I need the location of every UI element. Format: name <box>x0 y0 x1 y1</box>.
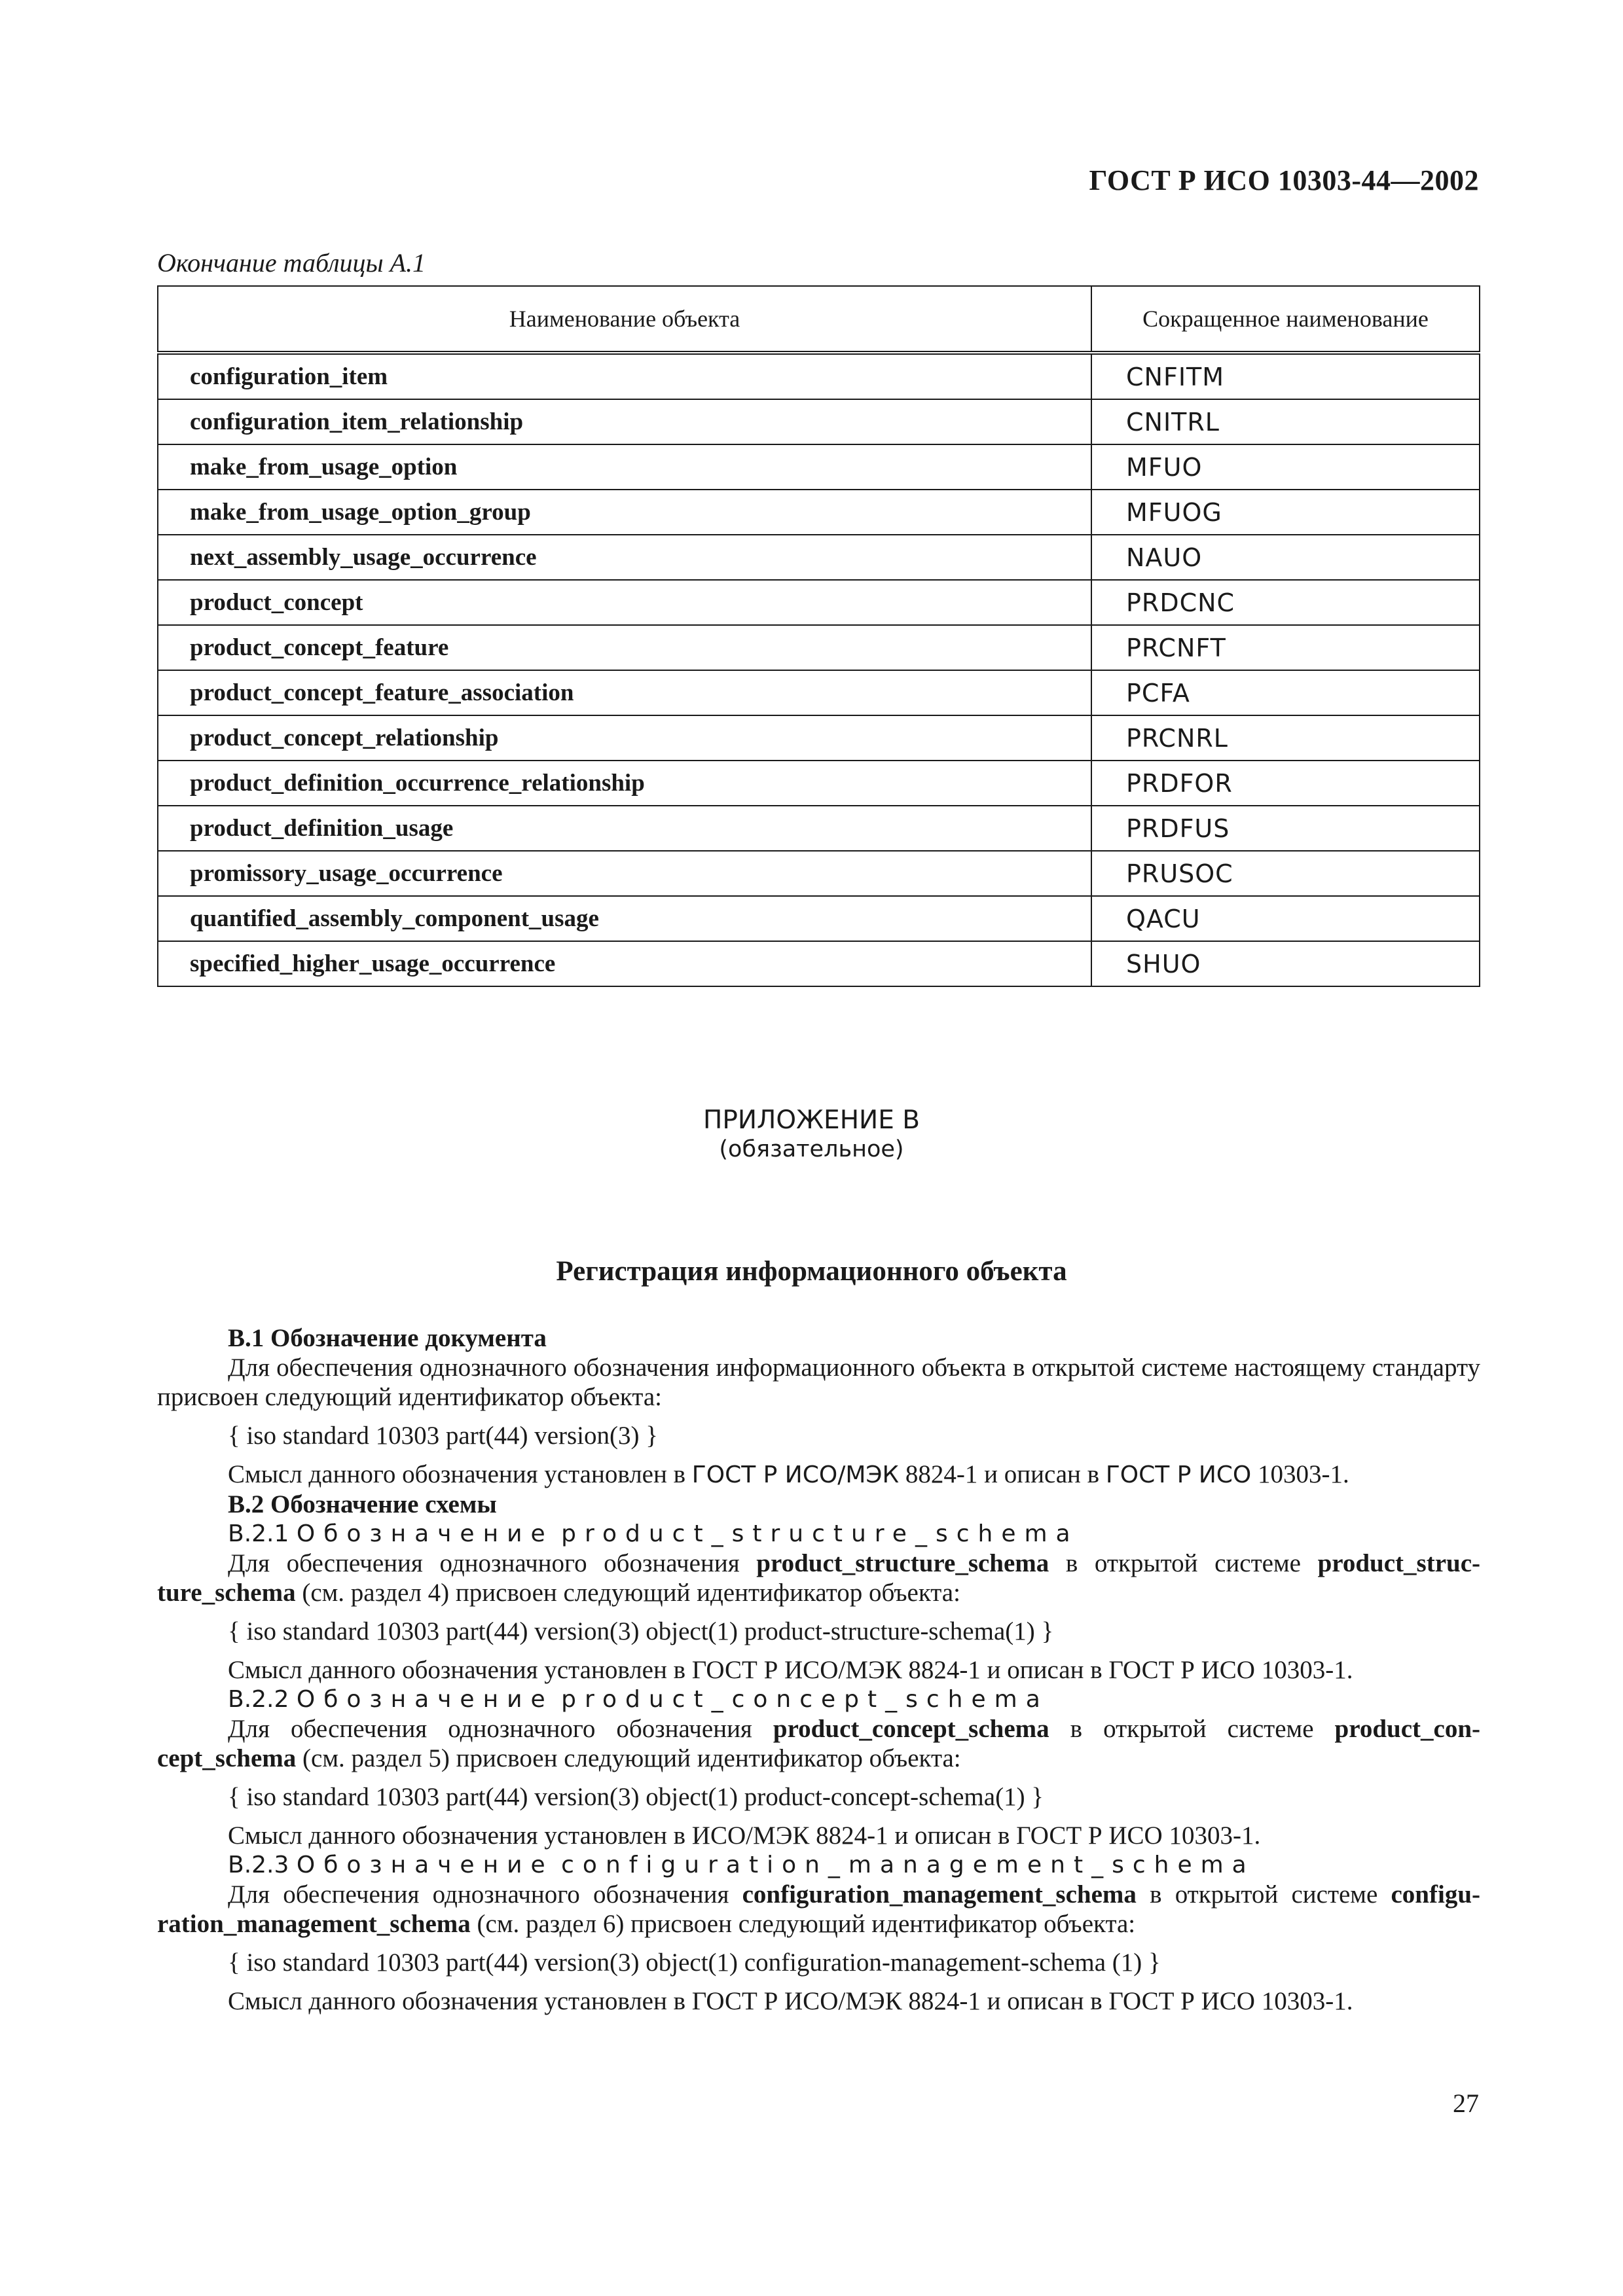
abbreviation-cell: QACU <box>1091 896 1480 941</box>
object-name-cell: specified_higher_usage_occurrence <box>158 941 1091 986</box>
table-row <box>158 490 1480 535</box>
section-b21-meaning: Смысл данного обозначения установлен в ГОСТ Р ИСО/МЭК 8824-1 и описан в ГОСТ Р ИСО 10303-1. <box>228 1656 1353 1684</box>
object-name-cell: product_concept_relationship <box>158 715 1091 761</box>
abbreviation-cell: PRUSOC <box>1091 851 1480 896</box>
object-name-cell: product_definition_occurrence_relationship <box>158 761 1091 806</box>
abbreviation-cell: SHUO <box>1091 941 1480 986</box>
section-b23-heading: В.2.3 Обозначение configuration_management_schema <box>228 1852 1255 1878</box>
object-name-cell: make_from_usage_option_group <box>158 490 1091 535</box>
table-row <box>158 399 1480 444</box>
abbreviation-cell: CNFITM <box>1091 353 1480 399</box>
table-row <box>158 625 1480 670</box>
section-b22-identifier: { iso standard 10303 part(44) version(3) object(1) product-concept-schema(1) } <box>228 1783 1044 1811</box>
annex-heading: Регистрация информационного объекта <box>556 1256 1067 1287</box>
section-b1-heading: В.1 Обозначение документа <box>228 1324 547 1352</box>
object-abbreviation-table <box>157 285 1480 987</box>
table-caption: Окончание таблицы А.1 <box>157 248 426 278</box>
section-b1-paragraph: Для обеспечения однозначного обозначения информационного объекта в открытой системе настоящему стандарту присвоен следующий идентификатор объекта: <box>157 1354 1480 1411</box>
object-name-cell: product_concept_feature <box>158 625 1091 670</box>
abbreviation-cell: PCFA <box>1091 670 1480 715</box>
table-body <box>158 353 1480 986</box>
table-row <box>158 580 1480 625</box>
table-row <box>158 715 1480 761</box>
table-row <box>158 353 1480 399</box>
table-row <box>158 851 1480 896</box>
table-row <box>158 806 1480 851</box>
object-name-cell: configuration_item_relationship <box>158 399 1091 444</box>
table-row <box>158 670 1480 715</box>
table-row <box>158 444 1480 490</box>
abbreviation-cell: PRCNRL <box>1091 715 1480 761</box>
abbreviation-cell: PRDFOR <box>1091 761 1480 806</box>
abbreviation-cell: MFUOG <box>1091 490 1480 535</box>
page-number: 27 <box>1453 2089 1479 2118</box>
section-b22-heading: В.2.2 Обозначение product_concept_schema <box>228 1686 1049 1713</box>
section-b2-heading: В.2 Обозначение схемы <box>228 1490 497 1518</box>
object-name-cell: quantified_assembly_component_usage <box>158 896 1091 941</box>
table-row <box>158 761 1480 806</box>
table-row <box>158 941 1480 986</box>
object-name-cell: product_definition_usage <box>158 806 1091 851</box>
section-b22-meaning: Смысл данного обозначения установлен в ИСО/МЭК 8824-1 и описан в ГОСТ Р ИСО 10303-1. <box>228 1821 1261 1850</box>
section-b23-paragraph: Для обеспечения однозначного обозначения configuration_management_schema в открытой системе configu-ration_management_schema (см. раздел 6) присвоен следующий идентификатор объекта: <box>157 1880 1480 1938</box>
annex-title: ПРИЛОЖЕНИЕ В <box>703 1105 920 1135</box>
table-row <box>158 896 1480 941</box>
object-name-cell: next_assembly_usage_occurrence <box>158 535 1091 580</box>
column-header-name: Наименование объекта <box>158 286 1091 353</box>
abbreviation-cell: MFUO <box>1091 444 1480 490</box>
section-b21-identifier: { iso standard 10303 part(44) version(3) object(1) product-structure-schema(1) } <box>228 1617 1054 1645</box>
object-name-cell: promissory_usage_occurrence <box>158 851 1091 896</box>
abbreviation-cell: NAUO <box>1091 535 1480 580</box>
object-name-cell: make_from_usage_option <box>158 444 1091 490</box>
abbreviation-cell: PRDFUS <box>1091 806 1480 851</box>
annex-status: (обязательное) <box>719 1136 904 1162</box>
abbreviation-cell: CNITRL <box>1091 399 1480 444</box>
section-b1-meaning: Смысл данного обозначения установлен в ГОСТ Р ИСО/МЭК 8824-1 и описан в ГОСТ Р ИСО 10303-1. <box>228 1460 1349 1488</box>
table-header-row <box>158 286 1480 353</box>
object-name-cell: product_concept_feature_association <box>158 670 1091 715</box>
section-b22-paragraph: Для обеспечения однозначного обозначения product_concept_schema в открытой системе product_con-cept_schema (см. раздел 5) присвоен следующий идентификатор объекта: <box>157 1715 1480 1772</box>
table-row <box>158 535 1480 580</box>
column-header-abbr: Сокращенное наименование <box>1091 286 1480 353</box>
object-name-cell: product_concept <box>158 580 1091 625</box>
annex-body <box>157 1323 1480 2016</box>
section-b21-paragraph: Для обеспечения однозначного обозначения product_structure_schema в открытой системе product_struc-ture_schema (см. раздел 4) присвоен следующий идентификатор объекта: <box>157 1549 1480 1607</box>
abbreviation-cell: PRCNFT <box>1091 625 1480 670</box>
object-name-cell: configuration_item <box>158 353 1091 399</box>
page-header-standard: ГОСТ Р ИСО 10303-44—2002 <box>1089 164 1479 196</box>
section-b1-identifier: { iso standard 10303 part(44) version(3) } <box>228 1422 658 1450</box>
section-b21-heading: В.2.1 Обозначение product_structure_schema <box>228 1520 1079 1547</box>
section-b23-meaning: Смысл данного обозначения установлен в ГОСТ Р ИСО/МЭК 8824-1 и описан в ГОСТ Р ИСО 10303-1. <box>228 1987 1353 2015</box>
section-b23-identifier: { iso standard 10303 part(44) version(3) object(1) configuration-management-schema (1) } <box>228 1948 1161 1977</box>
abbreviation-cell: PRDCNC <box>1091 580 1480 625</box>
